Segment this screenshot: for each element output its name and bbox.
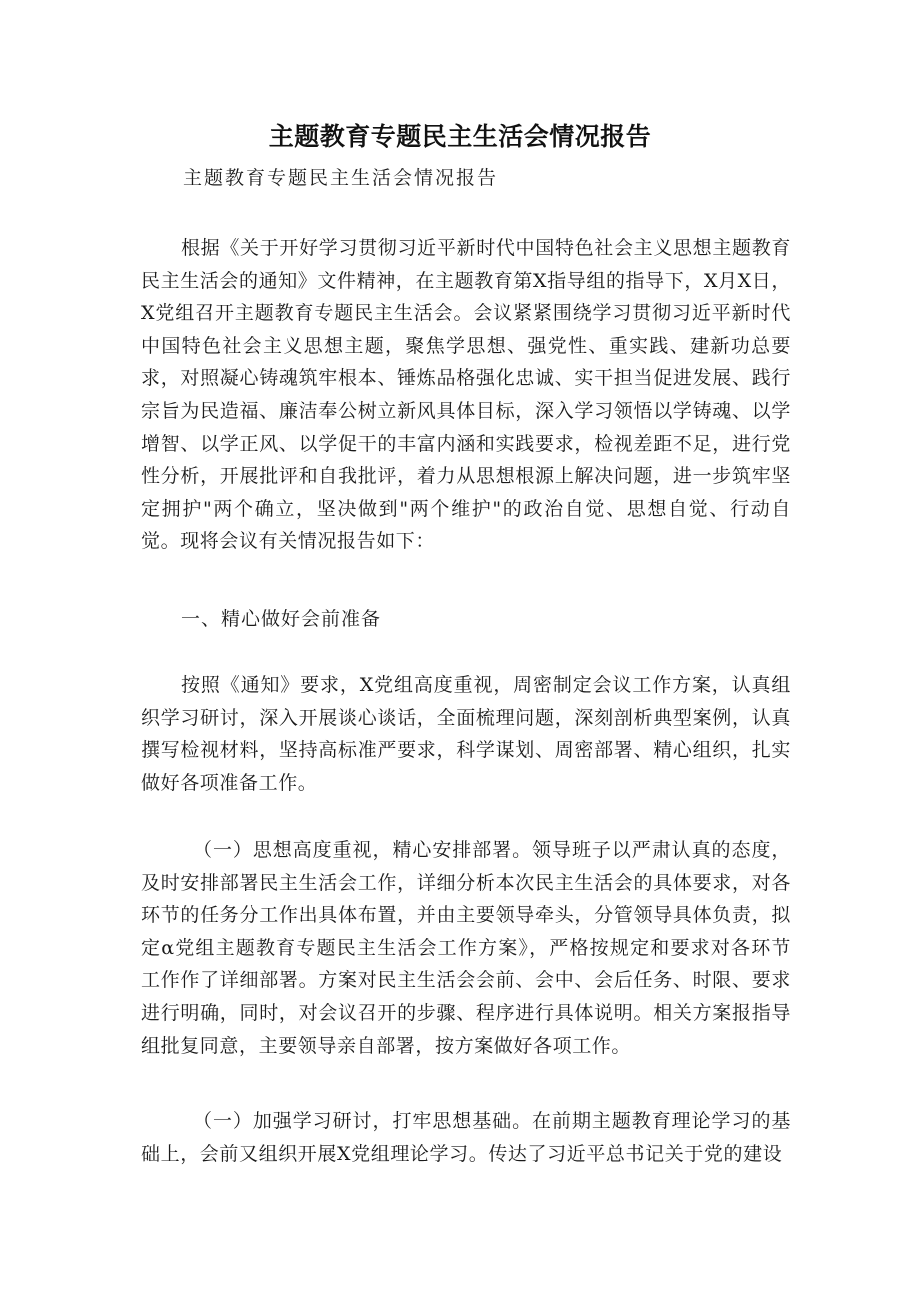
document-title: 主题教育专题民主生活会情况报告 <box>268 122 652 151</box>
item-1-paragraph: （一）思想高度重视，精心安排部署。领导班子以严肃认真的态度，及时安排部署民主生活会工作，详细分析本次民主生活会的具体要求，对各环节的任务分工作出具体布置，并由主要领导牵头，分管领导具体负责，拟定α党组主题教育专题民主生活会工作方案》，严格按规定和要求对各环节工作作了详细部署。方案对民主生活会会前、会中、会后任务、时限、要求进行明确，同时，对会议召开的步骤、程序进行具体说明。相关方案报指导组批复同意，主要领导亲自部署，按方案做好各项工作。 <box>141 839 791 1057</box>
section-heading-1: 一、精心做好会前准备 <box>181 608 382 630</box>
section-1-paragraph: 按照《通知》要求，X党组高度重视，周密制定会议工作方案，认真组织学习研讨，深入开展谈心谈话，全面梳理问题，深刻剖析典型案例，认真撰写检视材料，坚持高标准严要求，科学谋划、周密部署、精心组织，扎实做好各项准备工作。 <box>141 674 791 794</box>
item-2-paragraph: （一）加强学习研讨，打牢思想基础。在前期主题教育理论学习的基础上，会前又组织开展X党组理论学习。传达了习近平总书记关于党的建设 <box>141 1110 791 1165</box>
document-subtitle: 主题教育专题民主生活会情况报告 <box>183 167 499 189</box>
intro-paragraph: 根据《关于开好学习贯彻习近平新时代中国特色社会主义思想主题教育民主生活会的通知》文件精神，在主题教育第X指导组的指导下，X月X日，X党组召开主题教育专题民主生活会。会议紧紧围绕学习贯彻习近平新时代中国特色社会主义思想主题，聚焦学思想、强党性、重实践、建新功总要求，对照凝心铸魂筑牢根本、锤炼品格强化忠诚、实干担当促进发展、践行宗旨为民造福、廉洁奉公树立新风具体目标，深入学习领悟以学铸魂、以学增智、以学正风、以学促干的丰富内涵和实践要求，检视差距不足，进行党性分析，开展批评和自我批评，着力从思想根源上解决问题，进一步筑牢坚定拥护"两个确立，坚决做到"两个维护"的政治自觉、思想自觉、行动自觉。现将会议有关情况报告如下： <box>141 237 791 553</box>
